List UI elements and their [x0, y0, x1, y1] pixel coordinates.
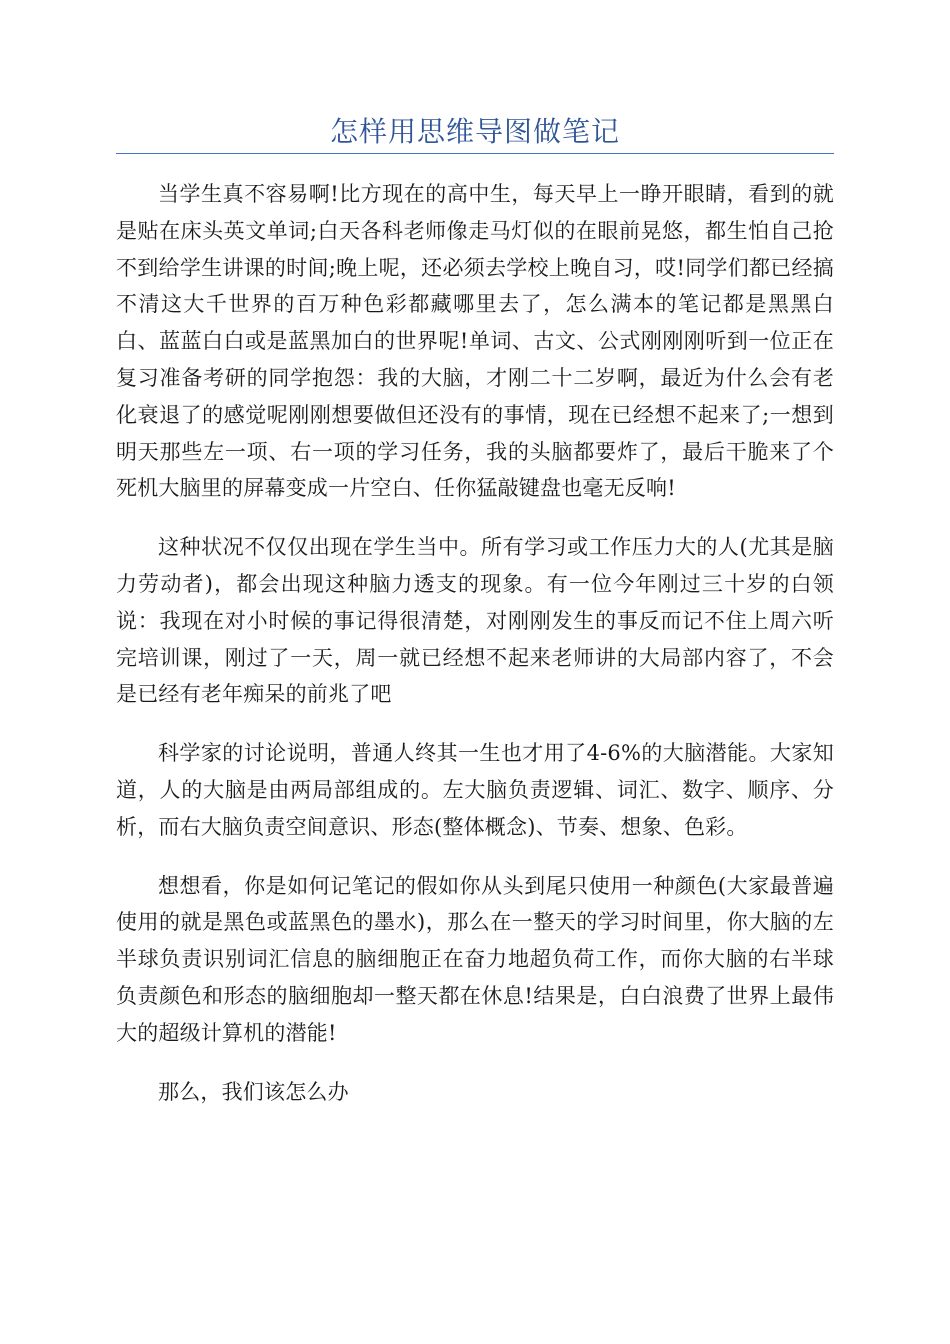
page-title: 怎样用思维导图做笔记 [329, 115, 620, 148]
paragraph-2: 这种状况不仅仅出现在学生当中。所有学习或工作压力大的人(尤其是脑力劳动者)，都会出现这种脑力透支的现象。有一位今年刚过三十岁的白领说：我现在对小时候的事记得很清楚，对刚刚发生的事反而记不住上周六听完培训课，刚过了一天，周一就已经想不起来老师讲的大局部内容了，不会是已经有老年痴呆的前兆了吧 [116, 535, 834, 707]
paragraph-4: 想想看，你是如何记笔记的假如你从头到尾只使用一种颜色(大家最普遍使用的就是黑色或蓝黑色的墨水)，那么在一整天的学习时间里，你大脑的左半球负责识别词汇信息的脑细胞正在奋力地超负荷工作，而你大脑的右半球负责颜色和形态的脑细胞却一整天都在休息!结果是，白白浪费了世界上最伟大的超级计算机的潜能! [116, 873, 834, 1045]
title-underline [116, 153, 834, 154]
paragraph-1: 当学生真不容易啊!比方现在的高中生，每天早上一睁开眼睛，看到的就是贴在床头英文单词;白天各科老师像走马灯似的在眼前晃悠，都生怕自己抢不到给学生讲课的时间;晚上呢，还必须去学校上晚自习，哎!同学们都已经搞不清这大千世界的百万种色彩都藏哪里去了，怎么满本的笔记都是黑黑白白、蓝蓝白白或是蓝黑加白的世界呢!单词、古文、公式刚刚刚听到一位正在复习准备考研的同学抱怨：我的大脑，才刚二十二岁啊，最近为什么会有老化衰退了的感觉呢刚刚想要做但还没有的事情，现在已经想不起来了;一想到明天那些左一项、右一项的学习任务，我的头脑都要炸了，最后干脆来了个死机大脑里的屏幕变成一片空白、任你猛敲键盘也毫无反响! [116, 182, 834, 501]
paragraph-3: 科学家的讨论说明，普通人终其一生也才用了4-6%的大脑潜能。大家知道，人的大脑是由两局部组成的。左大脑负责逻辑、词汇、数字、顺序、分析，而右大脑负责空间意识、形态(整体概念)、节奏、想象、色彩。 [116, 741, 834, 839]
paragraph-5: 那么，我们该怎么办 [158, 1079, 349, 1104]
document-body [116, 176, 834, 1132]
